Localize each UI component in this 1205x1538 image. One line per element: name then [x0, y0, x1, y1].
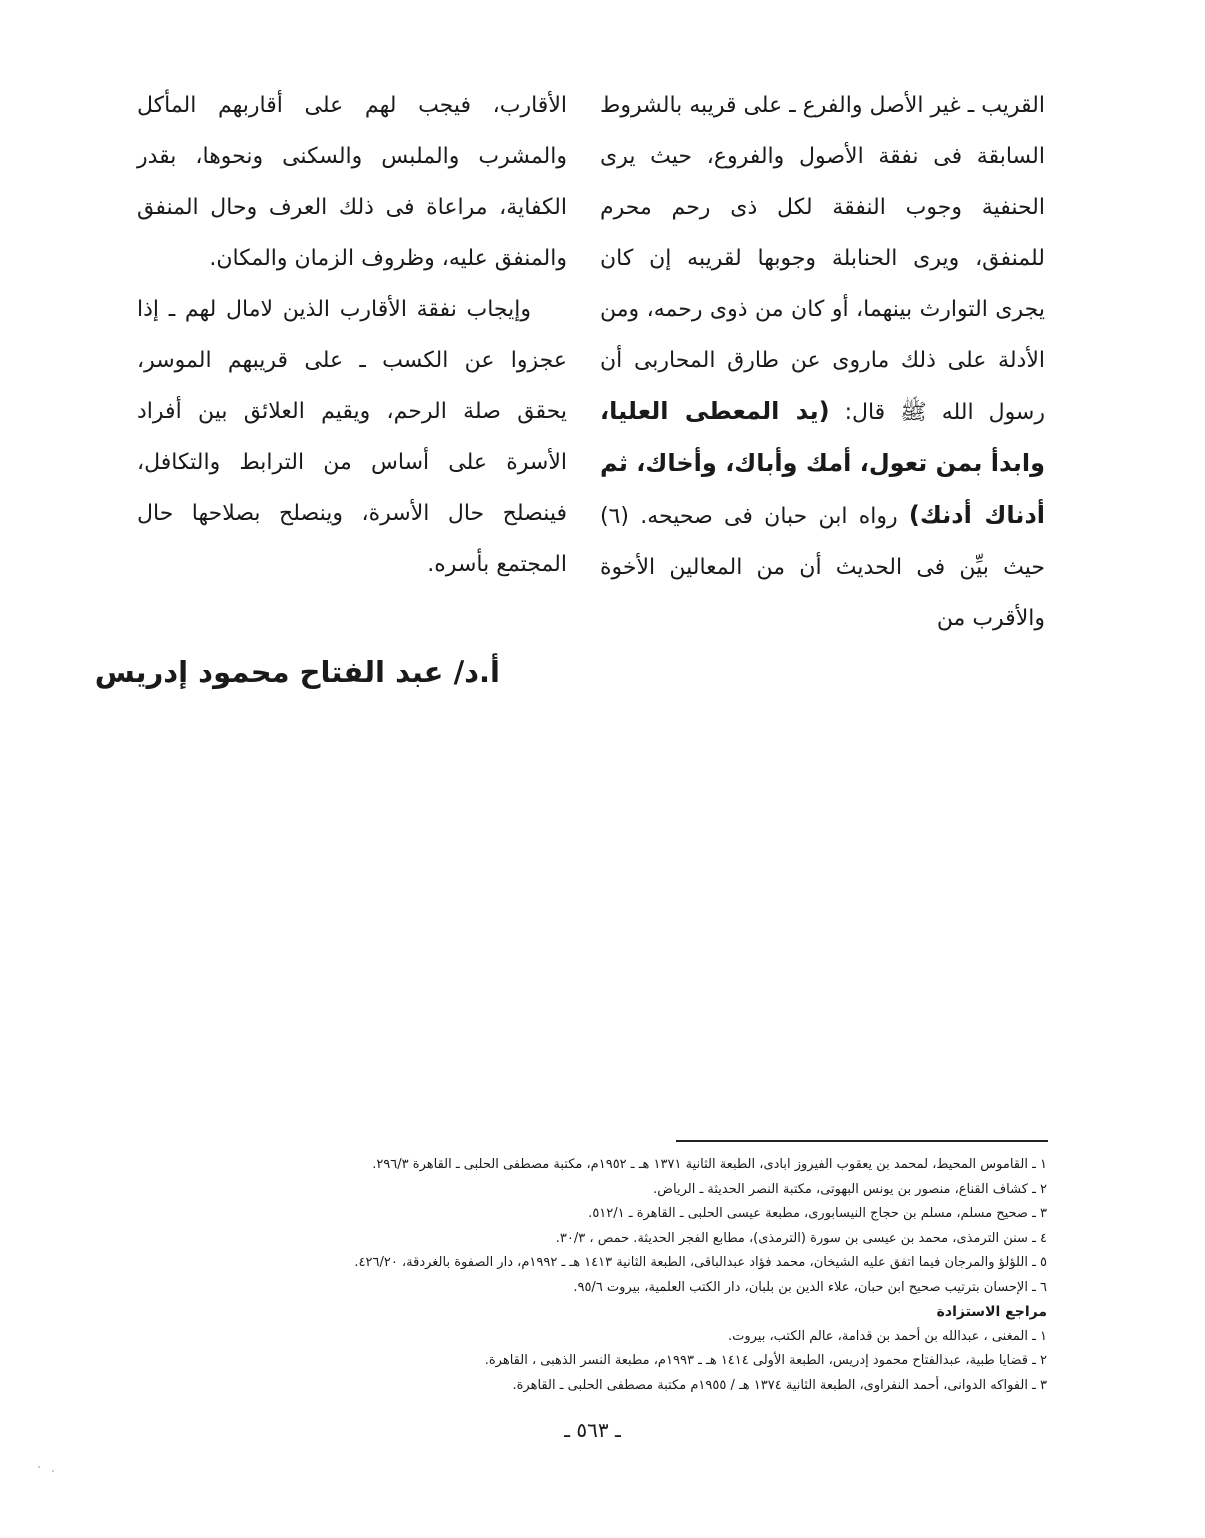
footnote-item: ٦ ـ الإحسان بترتيب صحيح ابن حبان، علاء الدين بن بلبان، دار الكتب العلمية، بيروت ٩٥/٦. — [573, 1279, 1047, 1295]
further-reading-item: ٣ ـ الفواكه الدوانى، أحمد النفراوى، الطبعة الثانية ١٣٧٤ هـ / ١٩٥٥م مكتبة مصطفى الحلبى ـ القاهرة. — [512, 1377, 1047, 1393]
further-reading-item: ١ ـ المغنى ، عبدالله بن أحمد بن قدامة، عالم الكتب، بيروت. — [727, 1328, 1047, 1344]
paragraph-text-intro: القريب ـ غير الأصل والفرع ـ على قريبه بالشروط السابقة فى نفقة الأصول والفروع، حيث يرى الحنفية وجوب النفقة لكل ذى رحم محرم للمنفق، ويرى الحنابلة وجوبها لقريبه إن كان يجرى التوارث بينهما، أو كان من ذوى رحمه، ومن الأدلة على ذلك ماروى عن طارق المحاربى أن رسول الله ﷺ قال: — [600, 93, 1045, 425]
footnote-item: ٣ ـ صحيح مسلم، مسلم بن حجاج النيسابورى، مطبعة عيسى الحلبى ـ القاهرة ـ ٥١٢/١. — [588, 1206, 1047, 1221]
paragraph-text-citation: رواه ابن حبان فى صحيحه. (٦) حيث بيِّن فى الحديث أن من المعالين الأخوة والأقرب من — [600, 504, 1045, 631]
footnote-item: ١ ـ القاموس المحيط، لمحمد بن يعقوب الفيروز ابادى، الطبعة الثانية ١٣٧١ هـ ـ ١٩٥٢م، مكتبة مصطفى الحلبى ـ القاهرة ٢٩٦/٣. — [372, 1157, 1047, 1172]
footnote-divider — [676, 1140, 1048, 1142]
right-text-column — [600, 80, 1045, 644]
footnotes-section — [187, 1153, 1047, 1398]
author-signature: أ.د/ عبد الفتاح محمود إدريس — [94, 655, 500, 689]
right-paragraph — [600, 80, 1045, 644]
page-number: ـ ٥٦٣ ـ — [564, 1418, 621, 1442]
further-reading-item: ٢ ـ قضايا طبية، عبدالفتاح محمود إدريس، الطبعة الأولى ١٤١٤ هـ ـ ١٩٩٣م، مطبعة النسر الذهبى ، القاهرة. — [484, 1353, 1047, 1368]
left-paragraph-2: وإيجاب نفقة الأقارب الذين لامال لهم ـ إذا عجزوا عن الكسب ـ على قريبهم الموسر، يحقق صلة الرحم، ويقيم العلائق بين أفراد الأسرة على أساس من الترابط والتكافل، فينصلح حال الأسرة، وينصلح بصلاحها حال المجتمع بأسره. — [137, 297, 567, 577]
further-reading-heading: مراجع الاستزادة — [936, 1304, 1047, 1320]
left-paragraph-1: الأقارب، فيجب لهم على أقاربهم المأكل والمشرب والملبس والسكنى ونحوها، بقدر الكفاية، مراعاة فى ذلك العرف وحال المنفق والمنفق عليه، وظروف الزمان والمكان. — [137, 93, 567, 271]
scan-speck — [52, 1470, 54, 1472]
hadith-quote: (يد المعطى العليا، وابدأ بمن تعول، أمك وأباك، وأخاك، ثم أدناك أدنك) — [600, 397, 1045, 529]
left-text-column — [137, 80, 567, 590]
footnote-item: ٥ ـ اللؤلؤ والمرجان فيما اتفق عليه الشيخان، محمد فؤاد عبدالباقى، الطبعة الثانية ١٤١٣ هـ ـ ١٩٩٢م، دار الصفوة بالغردقة، ٤٢٦/٢٠. — [354, 1255, 1047, 1270]
scan-speck — [38, 1466, 40, 1468]
footnote-item: ٤ ـ سنن الترمذى، محمد بن عيسى بن سورة (الترمذى)، مطابع الفجر الحديثة. حمص ، ٣٠/٣. — [555, 1230, 1047, 1246]
footnote-item: ٢ ـ كشاف القناع، منصور بن يونس البهوتى، مكتبة النصر الحديثة ـ الرياض. — [653, 1181, 1047, 1197]
